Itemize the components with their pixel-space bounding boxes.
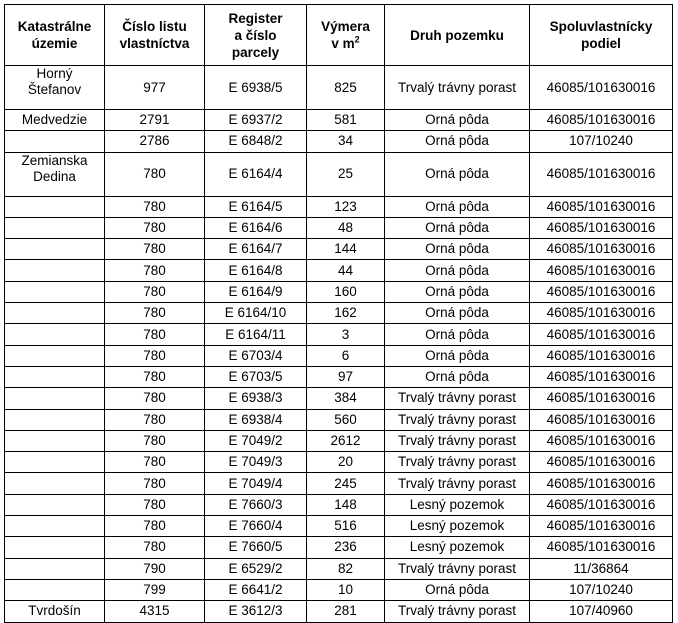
table-row bbox=[5, 110, 673, 131]
cell-katastralne-uzemie bbox=[5, 366, 105, 387]
header-cislo-listu: Číslo listu vlastníctva bbox=[105, 5, 205, 66]
header-vymera: Výmera v $m^2$ bbox=[307, 5, 385, 66]
table-header-row bbox=[5, 5, 673, 66]
cell-vymera: 6 bbox=[307, 345, 385, 366]
table-row bbox=[5, 196, 673, 217]
cell-parcela: E 6703/5 bbox=[205, 366, 307, 387]
cell-parcela: E 6164/11 bbox=[205, 324, 307, 345]
cell-podiel: 46085/101630016 bbox=[530, 110, 673, 131]
cell-list-vlastnictva: 780 bbox=[105, 452, 205, 473]
cell-podiel: 46085/101630016 bbox=[530, 260, 673, 281]
cell-druh-pozemku: Orná pôda bbox=[385, 152, 530, 196]
cell-vymera: 162 bbox=[307, 303, 385, 324]
table-row bbox=[5, 366, 673, 387]
cell-podiel: 46085/101630016 bbox=[530, 516, 673, 537]
cell-katastralne-uzemie bbox=[5, 452, 105, 473]
cell-list-vlastnictva: 780 bbox=[105, 196, 205, 217]
cell-list-vlastnictva: 2791 bbox=[105, 110, 205, 131]
cell-druh-pozemku: Orná pôda bbox=[385, 260, 530, 281]
table-row bbox=[5, 558, 673, 579]
cell-druh-pozemku: Trvalý trávny porast bbox=[385, 558, 530, 579]
parcel-table bbox=[4, 4, 673, 623]
cell-katastralne-uzemie: Zemianska Dedina bbox=[5, 152, 105, 196]
cell-katastralne-uzemie: Tvrdošín bbox=[5, 601, 105, 622]
cell-druh-pozemku: Orná pôda bbox=[385, 324, 530, 345]
cell-vymera: 581 bbox=[307, 110, 385, 131]
cell-druh-pozemku: Orná pôda bbox=[385, 217, 530, 238]
cell-podiel: 46085/101630016 bbox=[530, 473, 673, 494]
table-row bbox=[5, 66, 673, 110]
cell-list-vlastnictva: 780 bbox=[105, 409, 205, 430]
cell-parcela: E 6164/7 bbox=[205, 239, 307, 260]
cell-katastralne-uzemie bbox=[5, 494, 105, 515]
cell-vymera: 3 bbox=[307, 324, 385, 345]
cell-list-vlastnictva: 780 bbox=[105, 324, 205, 345]
cell-parcela: E 6164/4 bbox=[205, 152, 307, 196]
cell-list-vlastnictva: 780 bbox=[105, 537, 205, 558]
table-row bbox=[5, 601, 673, 622]
cell-vymera: 144 bbox=[307, 239, 385, 260]
table-row bbox=[5, 452, 673, 473]
cell-parcela: E 6641/2 bbox=[205, 579, 307, 600]
cell-podiel: 46085/101630016 bbox=[530, 409, 673, 430]
cell-vymera: 34 bbox=[307, 131, 385, 152]
header-spoluvlastnicky-podiel: Spoluvlastnícky podiel bbox=[530, 5, 673, 66]
cell-list-vlastnictva: 780 bbox=[105, 366, 205, 387]
cell-vymera: 123 bbox=[307, 196, 385, 217]
table-row bbox=[5, 388, 673, 409]
cell-list-vlastnictva: 780 bbox=[105, 217, 205, 238]
cell-katastralne-uzemie bbox=[5, 260, 105, 281]
cell-vymera: 25 bbox=[307, 152, 385, 196]
cell-list-vlastnictva: 780 bbox=[105, 494, 205, 515]
cell-parcela: E 6938/3 bbox=[205, 388, 307, 409]
cell-podiel: 46085/101630016 bbox=[530, 281, 673, 302]
cell-list-vlastnictva: 780 bbox=[105, 303, 205, 324]
cell-podiel: 46085/101630016 bbox=[530, 430, 673, 451]
table-row bbox=[5, 579, 673, 600]
cell-vymera: 20 bbox=[307, 452, 385, 473]
cell-druh-pozemku: Orná pôda bbox=[385, 239, 530, 260]
cell-katastralne-uzemie bbox=[5, 196, 105, 217]
cell-podiel: 46085/101630016 bbox=[530, 452, 673, 473]
cell-parcela: E 6164/10 bbox=[205, 303, 307, 324]
cell-parcela: E 7660/5 bbox=[205, 537, 307, 558]
cell-parcela: E 6848/2 bbox=[205, 131, 307, 152]
cell-list-vlastnictva: 780 bbox=[105, 260, 205, 281]
cell-druh-pozemku: Lesný pozemok bbox=[385, 516, 530, 537]
cell-list-vlastnictva: 780 bbox=[105, 388, 205, 409]
table-row bbox=[5, 239, 673, 260]
cell-parcela: E 6703/4 bbox=[205, 345, 307, 366]
cell-katastralne-uzemie bbox=[5, 324, 105, 345]
table-row bbox=[5, 473, 673, 494]
cell-parcela: E 6164/8 bbox=[205, 260, 307, 281]
cell-list-vlastnictva: 790 bbox=[105, 558, 205, 579]
cell-katastralne-uzemie: Horný Štefanov bbox=[5, 66, 105, 110]
cell-podiel: 46085/101630016 bbox=[530, 196, 673, 217]
header-druh-pozemku: Druh pozemku bbox=[385, 5, 530, 66]
cell-parcela: E 6529/2 bbox=[205, 558, 307, 579]
cell-parcela: E 7660/3 bbox=[205, 494, 307, 515]
cell-parcela: E 6164/5 bbox=[205, 196, 307, 217]
cell-parcela: E 7049/2 bbox=[205, 430, 307, 451]
table-row bbox=[5, 345, 673, 366]
cell-druh-pozemku: Orná pôda bbox=[385, 345, 530, 366]
cell-parcela: E 7049/4 bbox=[205, 473, 307, 494]
cell-vymera: 148 bbox=[307, 494, 385, 515]
cell-katastralne-uzemie bbox=[5, 430, 105, 451]
cell-podiel: 107/10240 bbox=[530, 131, 673, 152]
cell-podiel: 46085/101630016 bbox=[530, 239, 673, 260]
cell-podiel: 46085/101630016 bbox=[530, 537, 673, 558]
cell-vymera: 236 bbox=[307, 537, 385, 558]
cell-vymera: 281 bbox=[307, 601, 385, 622]
cell-druh-pozemku: Orná pôda bbox=[385, 366, 530, 387]
cell-list-vlastnictva: 780 bbox=[105, 239, 205, 260]
table-row bbox=[5, 152, 673, 196]
cell-katastralne-uzemie bbox=[5, 281, 105, 302]
table-body bbox=[5, 66, 673, 623]
cell-list-vlastnictva: 799 bbox=[105, 579, 205, 600]
cell-list-vlastnictva: 4315 bbox=[105, 601, 205, 622]
cell-katastralne-uzemie bbox=[5, 558, 105, 579]
cell-druh-pozemku: Trvalý trávny porast bbox=[385, 388, 530, 409]
cell-parcela: E 6164/6 bbox=[205, 217, 307, 238]
table-row bbox=[5, 537, 673, 558]
cell-druh-pozemku: Orná pôda bbox=[385, 303, 530, 324]
table-row bbox=[5, 516, 673, 537]
cell-druh-pozemku: Trvalý trávny porast bbox=[385, 430, 530, 451]
cell-vymera: 160 bbox=[307, 281, 385, 302]
cell-podiel: 46085/101630016 bbox=[530, 152, 673, 196]
cell-vymera: 560 bbox=[307, 409, 385, 430]
cell-druh-pozemku: Lesný pozemok bbox=[385, 494, 530, 515]
table-row bbox=[5, 131, 673, 152]
cell-podiel: 46085/101630016 bbox=[530, 324, 673, 345]
table-row bbox=[5, 430, 673, 451]
cell-druh-pozemku: Orná pôda bbox=[385, 281, 530, 302]
cell-katastralne-uzemie bbox=[5, 409, 105, 430]
cell-list-vlastnictva: 780 bbox=[105, 516, 205, 537]
cell-list-vlastnictva: 780 bbox=[105, 430, 205, 451]
table-row bbox=[5, 281, 673, 302]
cell-podiel: 46085/101630016 bbox=[530, 66, 673, 110]
header-register: Register a číslo parcely bbox=[205, 5, 307, 66]
header-katastralne-uzemie: Katastrálne územie bbox=[5, 5, 105, 66]
cell-katastralne-uzemie bbox=[5, 388, 105, 409]
cell-list-vlastnictva: 780 bbox=[105, 281, 205, 302]
cell-vymera: 44 bbox=[307, 260, 385, 281]
cell-katastralne-uzemie bbox=[5, 579, 105, 600]
cell-parcela: E 6938/4 bbox=[205, 409, 307, 430]
cell-podiel: 107/10240 bbox=[530, 579, 673, 600]
cell-podiel: 46085/101630016 bbox=[530, 345, 673, 366]
cell-podiel: 107/40960 bbox=[530, 601, 673, 622]
cell-parcela: E 6938/5 bbox=[205, 66, 307, 110]
table-row bbox=[5, 217, 673, 238]
cell-vymera: 245 bbox=[307, 473, 385, 494]
cell-druh-pozemku: Trvalý trávny porast bbox=[385, 409, 530, 430]
table-row bbox=[5, 303, 673, 324]
cell-katastralne-uzemie bbox=[5, 516, 105, 537]
cell-list-vlastnictva: 780 bbox=[105, 152, 205, 196]
cell-vymera: 48 bbox=[307, 217, 385, 238]
cell-druh-pozemku: Orná pôda bbox=[385, 110, 530, 131]
cell-podiel: 46085/101630016 bbox=[530, 388, 673, 409]
cell-vymera: 10 bbox=[307, 579, 385, 600]
table-row bbox=[5, 409, 673, 430]
cell-katastralne-uzemie bbox=[5, 303, 105, 324]
cell-katastralne-uzemie bbox=[5, 345, 105, 366]
cell-parcela: E 6937/2 bbox=[205, 110, 307, 131]
cell-parcela: E 6164/9 bbox=[205, 281, 307, 302]
cell-druh-pozemku: Trvalý trávny porast bbox=[385, 473, 530, 494]
cell-vymera: 825 bbox=[307, 66, 385, 110]
cell-list-vlastnictva: 780 bbox=[105, 345, 205, 366]
cell-podiel: 46085/101630016 bbox=[530, 303, 673, 324]
cell-katastralne-uzemie bbox=[5, 473, 105, 494]
cell-podiel: 11/36864 bbox=[530, 558, 673, 579]
cell-podiel: 46085/101630016 bbox=[530, 494, 673, 515]
table-row bbox=[5, 494, 673, 515]
cell-podiel: 46085/101630016 bbox=[530, 217, 673, 238]
cell-katastralne-uzemie bbox=[5, 239, 105, 260]
cell-druh-pozemku: Trvalý trávny porast bbox=[385, 601, 530, 622]
cell-katastralne-uzemie bbox=[5, 217, 105, 238]
cell-druh-pozemku: Trvalý trávny porast bbox=[385, 452, 530, 473]
cell-druh-pozemku: Trvalý trávny porast bbox=[385, 66, 530, 110]
table-row bbox=[5, 260, 673, 281]
cell-vymera: 516 bbox=[307, 516, 385, 537]
cell-list-vlastnictva: 977 bbox=[105, 66, 205, 110]
table-row bbox=[5, 324, 673, 345]
cell-katastralne-uzemie: Medvedzie bbox=[5, 110, 105, 131]
cell-druh-pozemku: Orná pôda bbox=[385, 131, 530, 152]
cell-list-vlastnictva: 2786 bbox=[105, 131, 205, 152]
cell-vymera: 97 bbox=[307, 366, 385, 387]
cell-parcela: E 7660/4 bbox=[205, 516, 307, 537]
cell-katastralne-uzemie bbox=[5, 131, 105, 152]
cell-podiel: 46085/101630016 bbox=[530, 366, 673, 387]
cell-vymera: 384 bbox=[307, 388, 385, 409]
cell-parcela: E 7049/3 bbox=[205, 452, 307, 473]
cell-druh-pozemku: Orná pôda bbox=[385, 579, 530, 600]
cell-vymera: 82 bbox=[307, 558, 385, 579]
cell-list-vlastnictva: 780 bbox=[105, 473, 205, 494]
cell-druh-pozemku: Orná pôda bbox=[385, 196, 530, 217]
cell-parcela: E 3612/3 bbox=[205, 601, 307, 622]
cell-druh-pozemku: Lesný pozemok bbox=[385, 537, 530, 558]
cell-katastralne-uzemie bbox=[5, 537, 105, 558]
cell-vymera: 2612 bbox=[307, 430, 385, 451]
